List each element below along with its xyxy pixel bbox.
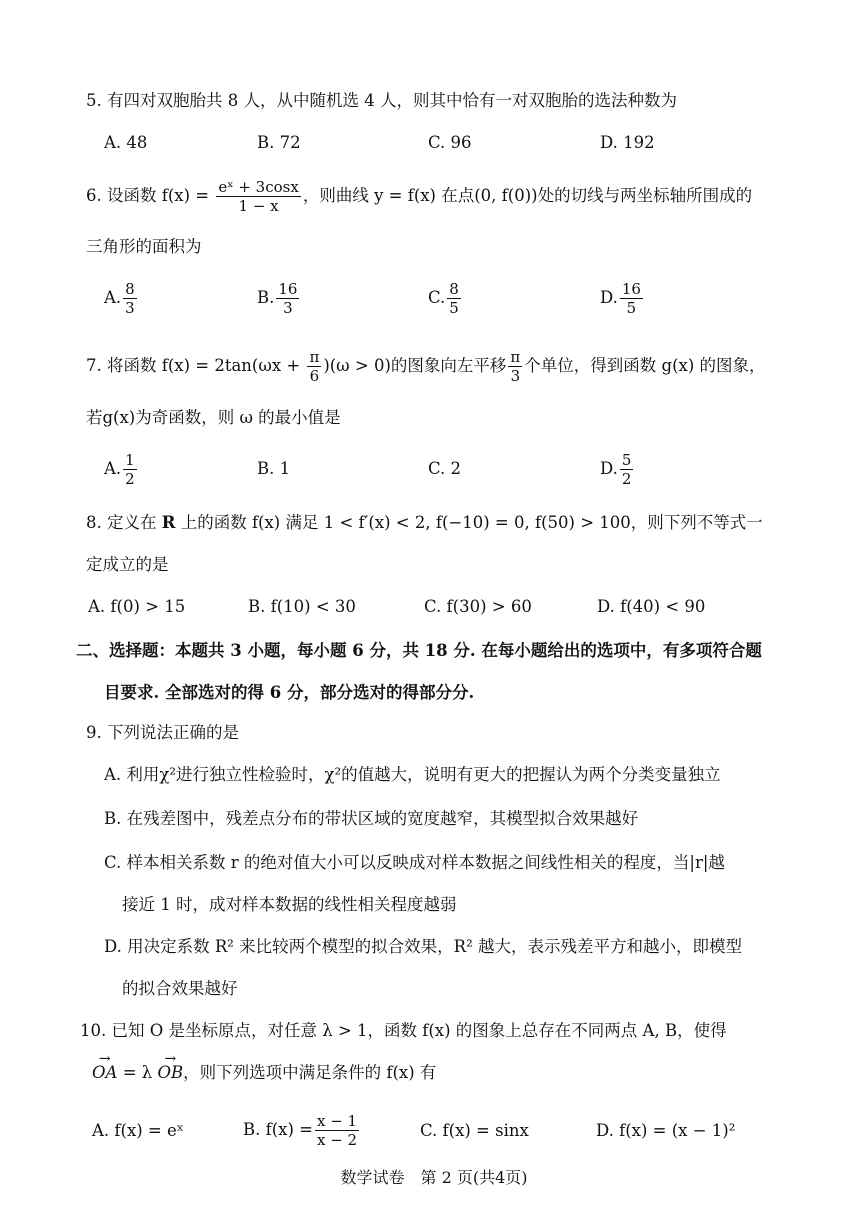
q7-option-b: B. 1	[257, 459, 291, 478]
q5-option-a: A. 48	[104, 133, 148, 152]
vector-oa: → OA	[92, 1060, 117, 1086]
q7-option-c: C. 2	[428, 459, 462, 478]
q6-option-c: C. $\frac{8}{5}$	[428, 280, 459, 317]
q9-option-d-line2: 的拟合效果越好	[122, 979, 238, 998]
q6-option-d: D. $\frac{16}{5}$	[600, 280, 641, 317]
q9-option-b: B. 在残差图中，残差点分布的带状区域的宽度越窄，其模型拟合效果越好	[104, 809, 639, 828]
page-footer: 数学试卷 第 2 页(共4页)	[340, 1168, 528, 1187]
q9-option-c-line2: 接近 1 时，成对样本数据的线性相关程度越弱	[122, 895, 457, 914]
q6-option-a: A. $\frac{8}{3}$	[104, 280, 135, 317]
q7-option-d: D. $\frac{5}{2}$	[600, 451, 632, 488]
q8-option-d: D. f(40) < 90	[597, 597, 706, 616]
q9-option-d: D. 用决定系数 R² 来比较两个模型的拟合效果，R² 越大，表示残差平方和越小，即模型	[104, 937, 742, 956]
section2-heading: 二、选择题：本题共 3 小题，每小题 6 分，共 18 分. 在每小题给出的选项中，有多项符合题	[76, 641, 762, 660]
q6-stem-line2: 三角形的面积为	[86, 237, 202, 256]
q7-option-a: A. $\frac{1}{2}$	[104, 451, 135, 488]
q10-option-c: C. f(x) = sinx	[420, 1121, 529, 1140]
q8-stem: 8. 定义在 R 上的函数 f(x) 满足 1 < f′(x) < 2, f(−10) = 0, f(50) > 100，则下列不等式一	[86, 513, 763, 532]
q10-option-b: B. f(x) = $\frac{x - 1}{x - 2}$	[243, 1112, 358, 1149]
q6-stem: 6. 设函数 f(x) = $\frac{\text{eˣ + 3cosx}}{1 - x}$ ，则曲线 y = f(x) 在点(0, f(0))处的切线与两坐标轴所围成的	[86, 178, 753, 215]
q9-option-a: A. 利用χ²进行独立性检验时，χ²的值越大，说明有更大的把握认为两个分类变量独立	[104, 765, 721, 784]
q10-stem: 10. 已知 O 是坐标原点，对任意 λ > 1，函数 f(x) 的图象上总存在不同两点 A, B，使得	[80, 1021, 727, 1040]
section2-heading-line2: 目要求. 全部选对的得 6 分，部分选对的得部分分.	[104, 683, 475, 702]
q5-stem: 5. 有四对双胞胎共 8 人，从中随机选 4 人，则其中恰有一对双胞胎的选法种数为	[86, 91, 677, 110]
q9-option-c: C. 样本相关系数 r 的绝对值大小可以反映成对样本数据之间线性相关的程度，当|r|越	[104, 853, 725, 872]
q6-option-b: B. $\frac{16}{3}$	[257, 280, 298, 317]
q8-option-a: A. f(0) > 15	[88, 597, 186, 616]
q10-option-a: A. f(x) = eˣ	[92, 1121, 184, 1140]
q6-fraction: $\frac{\text{eˣ + 3cosx}}{1 - x}$	[218, 178, 299, 215]
q5-option-d: D. 192	[600, 133, 655, 152]
vector-ob: → OB	[157, 1060, 183, 1086]
q8-stem-line2: 定成立的是	[86, 555, 169, 574]
q10-option-d: D. f(x) = (x − 1)²	[596, 1121, 736, 1140]
q5-option-c: C. 96	[428, 133, 472, 152]
q9-stem: 9. 下列说法正确的是	[86, 723, 239, 742]
q8-option-b: B. f(10) < 30	[248, 597, 356, 616]
q8-option-c: C. f(30) > 60	[424, 597, 532, 616]
q7-stem: 7. 将函数 f(x) = 2tan(ωx + $\frac{\pi}{6}$ )(ω > 0)的图象向左平移 $\frac{\pi}{3}$ 个单位，得到函数 g(x) 的图象，	[86, 348, 766, 385]
q5-option-b: B. 72	[257, 133, 301, 152]
q10-stem-line2: → OA = λ → OB，则下列选项中满足条件的 f(x) 有	[92, 1060, 436, 1086]
q7-stem-line2: 若g(x)为奇函数，则 ω 的最小值是	[86, 408, 341, 427]
